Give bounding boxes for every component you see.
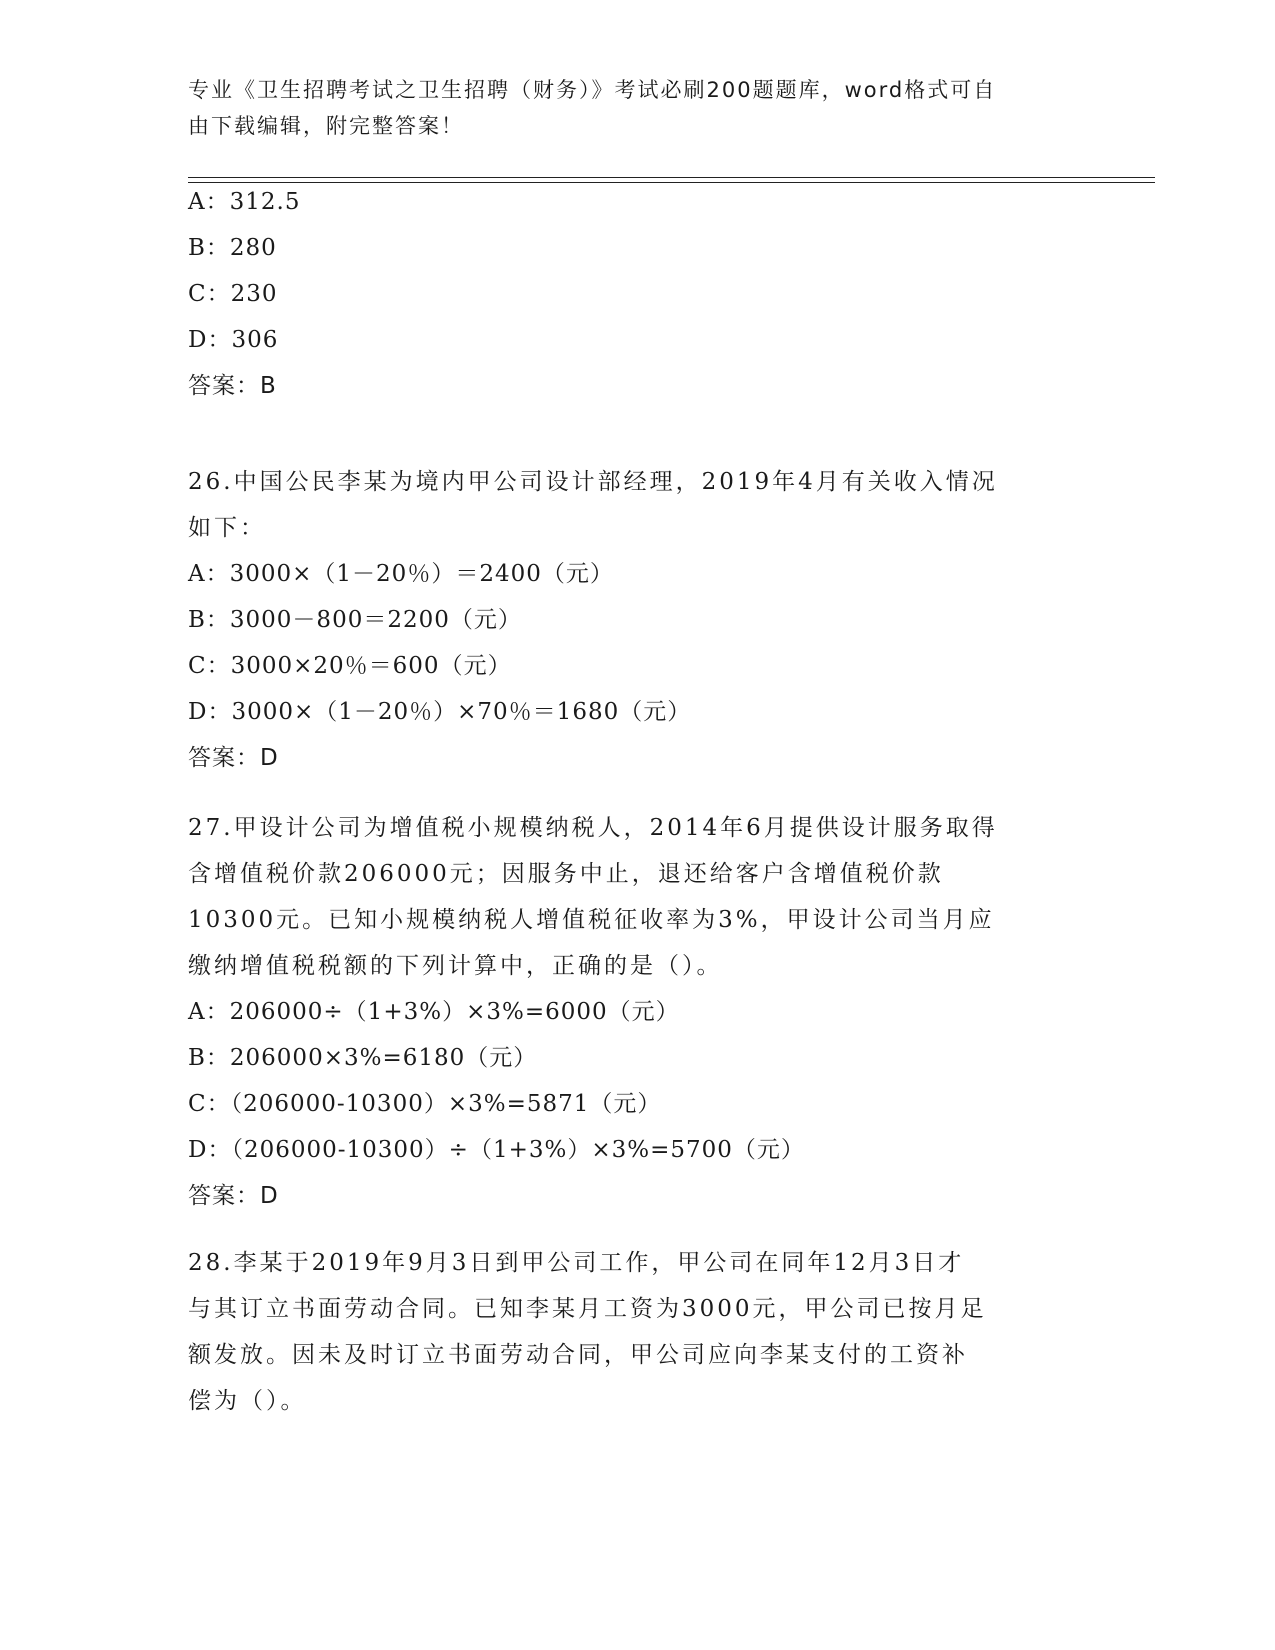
option-d: D：306 bbox=[188, 327, 279, 353]
document-header bbox=[188, 72, 1088, 144]
question-text-line-2: 与其订立书面劳动合同。已知李某月工资为3000元，甲公司已按月足 bbox=[188, 1296, 987, 1322]
option-d: D：（206000-10300）÷（1+3%）×3%=5700（元） bbox=[188, 1137, 805, 1163]
header-rule-top bbox=[188, 177, 1155, 178]
option-b: B：280 bbox=[188, 235, 277, 261]
question-25 bbox=[188, 179, 1088, 409]
option-c: C：（206000-10300）×3%=5871（元） bbox=[188, 1091, 662, 1117]
question-text-line-1: 28.李某于2019年9月3日到甲公司工作，甲公司在同年12月3日才 bbox=[188, 1250, 965, 1276]
option-a: A：3000×（1－20％）＝2400（元） bbox=[188, 561, 614, 587]
question-27 bbox=[188, 805, 1088, 1219]
question-text-line-2: 含增值税价款206000元；因服务中止，退还给客户含增值税价款 bbox=[188, 861, 944, 887]
question-text-line-2: 如下： bbox=[188, 515, 266, 541]
answer: 答案：B bbox=[188, 373, 277, 399]
option-c: C：3000×20％＝600（元） bbox=[188, 653, 512, 679]
header-line-2: 由下载编辑，附完整答案！ bbox=[188, 114, 464, 138]
option-b: B：3000－800＝2200（元） bbox=[188, 607, 522, 633]
question-text-line-4: 缴纳增值税税额的下列计算中，正确的是（）。 bbox=[188, 953, 723, 979]
question-text-line-4: 偿为（）。 bbox=[188, 1388, 307, 1414]
option-a: A：312.5 bbox=[188, 189, 301, 215]
option-c: C：230 bbox=[188, 281, 278, 307]
question-text-line-1: 26.中国公民李某为境内甲公司设计部经理，2019年4月有关收入情况 bbox=[188, 469, 998, 495]
question-26 bbox=[188, 459, 1088, 781]
option-d: D：3000×（1－20％）×70％＝1680（元） bbox=[188, 699, 692, 725]
answer: 答案：D bbox=[188, 745, 279, 771]
question-text-line-3: 额发放。因未及时订立书面劳动合同，甲公司应向李某支付的工资补 bbox=[188, 1342, 968, 1368]
option-a: A：206000÷（1+3%）×3%=6000（元） bbox=[188, 999, 680, 1025]
answer: 答案：D bbox=[188, 1183, 279, 1209]
question-28 bbox=[188, 1240, 1088, 1424]
header-line-1: 专业《卫生招聘考试之卫生招聘（财务）》考试必刷200题题库，word格式可自 bbox=[188, 78, 997, 102]
question-text-line-3: 10300元。已知小规模纳税人增值税征收率为3%，甲设计公司当月应 bbox=[188, 907, 995, 933]
option-b: B：206000×3%=6180（元） bbox=[188, 1045, 538, 1071]
question-text-line-1: 27.甲设计公司为增值税小规模纳税人，2014年6月提供设计服务取得 bbox=[188, 815, 998, 841]
